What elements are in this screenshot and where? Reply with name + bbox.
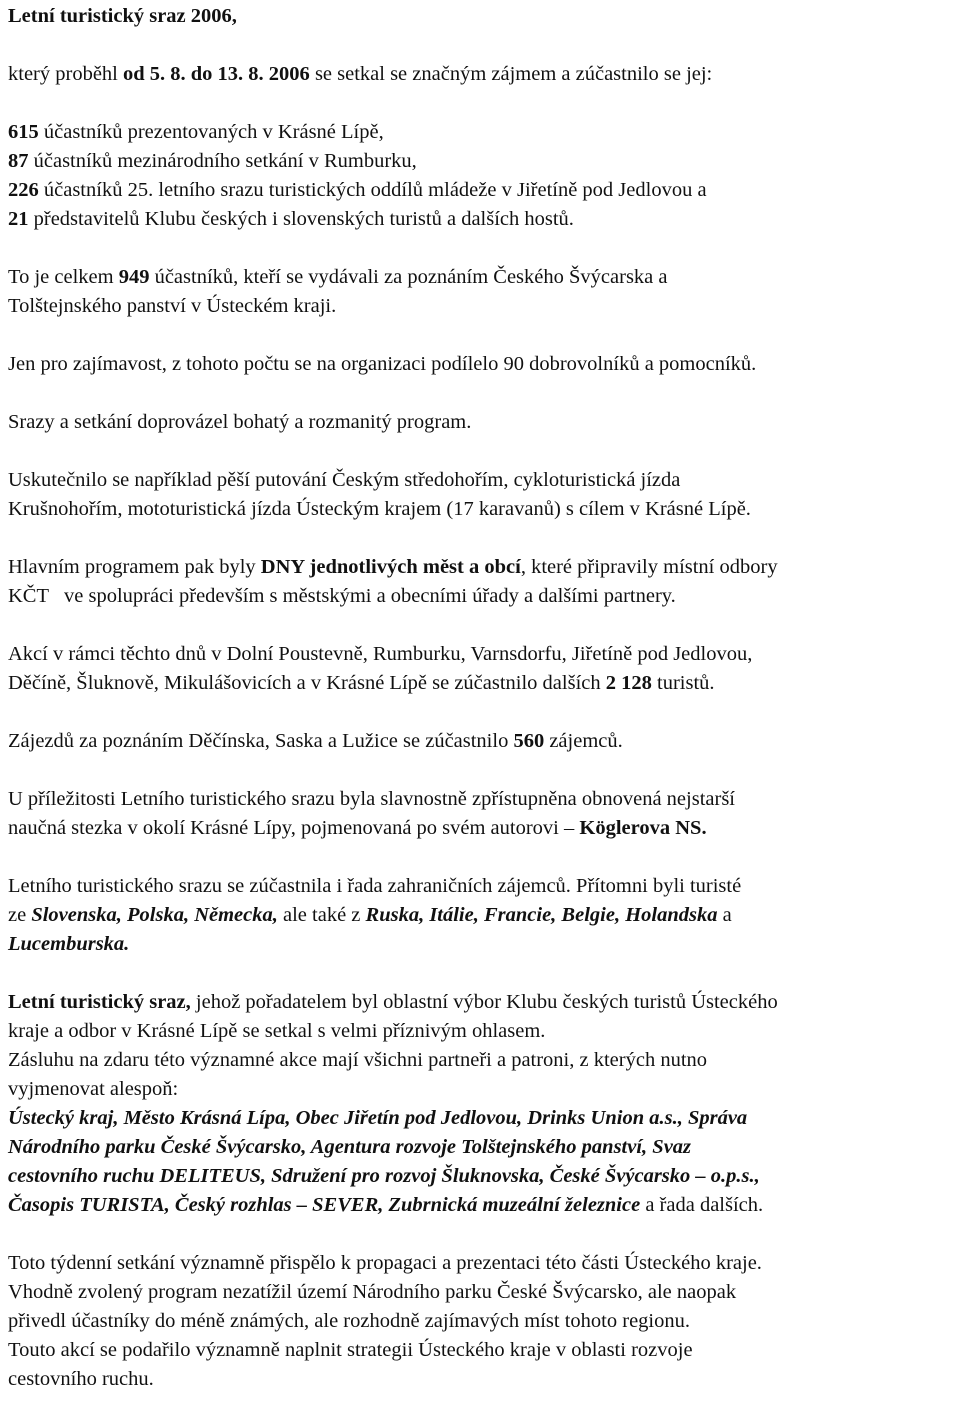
organizers-paragraph: Letní turistický sraz, jehož pořadatelem byl oblastní výbor Klubu českých turistů Ústeckého kraje a odbor v Krásné Lípě se setkal s velmi příznivým ohlasem. Zásluhu na zdaru této významné akce mají všichni partneři a patroni, z kterých nutno vyjmenovat alespoň: Ústecký kraj, Město Krásná Lípa, Obec Jiřetín pod Jedlovou, Drinks Union a.s., Správa Národního parku České Švýcarsko, Agentura rozvoje Tolštejnského panství, Svaz cestovního ruchu DELITEUS, Sdružení pro rozvoj Šluknovska, České Švýcarsko – o.p.s., Časopis TURISTA, Český rozhlas – SEVER, Zubrnická muzeální železnice a řada dalších. [8, 991, 778, 1216]
conclusion-paragraph: Toto týdenní setkání významně přispělo k propagaci a prezentaci této části Ústeckého kraje. Vhodně zvolený program nezatížil území Národního parku České Švýcarsko, ale naopak přivedl účastníky do méně známých, ale rozhodně zajímavých míst tohoto regionu. Touto akcí se podařilo významně naplnit strategii Ústeckého kraje v oblasti rozvoje cestovního ruchu. [8, 1252, 762, 1390]
excursions-paragraph: Zájezdů za poznáním Děčínska, Saska a Lužice se zúčastnilo 560 zájemců. [8, 730, 623, 752]
foreign-visitors-paragraph: Letního turistického srazu se zúčastnila i řada zahraničních zájemců. Přítomni byli turisté ze Slovenska, Polska, Německa, ale také z Ruska, Itálie, Francie, Belgie, Holandska a Lucemburska. [8, 875, 742, 955]
intro-line: který proběhl od 5. 8. do 13. 8. 2006 se setkal se značným zájmem a zúčastnilo se jej: [8, 63, 713, 85]
list-item: 87 účastníků mezinárodního setkání v Rumburku, [8, 150, 417, 172]
main-program-paragraph: Hlavním programem pak byly DNY jednotlivých měst a obcí, které připravily místní odbory KČT ve spolupráci především s městskými a obecními úřady a dalšími partnery. [8, 556, 778, 607]
events-paragraph: Akcí v rámci těchto dnů v Dolní Poustevně, Rumburku, Varnsdorfu, Jiřetíně pod Jedlovou, Děčíně, Šluknově, Mikulášovicích a v Krásné Lípě se zúčastnilo dalších 2 128 turistů. [8, 643, 753, 694]
total-paragraph: To je celkem 949 účastníků, kteří se vydávali za poznáním Českého Švýcarska a Tolštejnského panství v Ústeckém kraji. [8, 266, 668, 317]
trips-paragraph: Uskutečnilo se například pěší putování Českým středohořím, cykloturistická jízda Krušnohořím, mototuristická jízda Ústeckým krajem (17 karavanů) s cílem v Krásné Lípě. [8, 469, 751, 520]
document-page [8, 0, 958, 1394]
list-item: 226 účastníků 25. letního srazu turistických oddílů mládeže v Jiřetíně pod Jedlovou a [8, 179, 707, 201]
program-paragraph: Srazy a setkání doprovázel bohatý a rozmanitý program. [8, 411, 472, 433]
list-item: 21 představitelů Klubu českých i slovenských turistů a dalších hostů. [8, 208, 574, 230]
participants-list [8, 118, 958, 234]
volunteers-paragraph: Jen pro zajímavost, z tohoto počtu se na organizaci podílelo 90 dobrovolníků a pomocníků. [8, 353, 757, 375]
list-item: 615 účastníků prezentovaných v Krásné Lípě, [8, 121, 384, 143]
trail-paragraph: U příležitosti Letního turistického srazu byla slavnostně zpřístupněna obnovená nejstarší naučná stezka v okolí Krásné Lípy, pojmenovaná po svém autorovi – Köglerova NS. [8, 788, 735, 839]
title-line: Letní turistický sraz 2006, [8, 5, 237, 27]
